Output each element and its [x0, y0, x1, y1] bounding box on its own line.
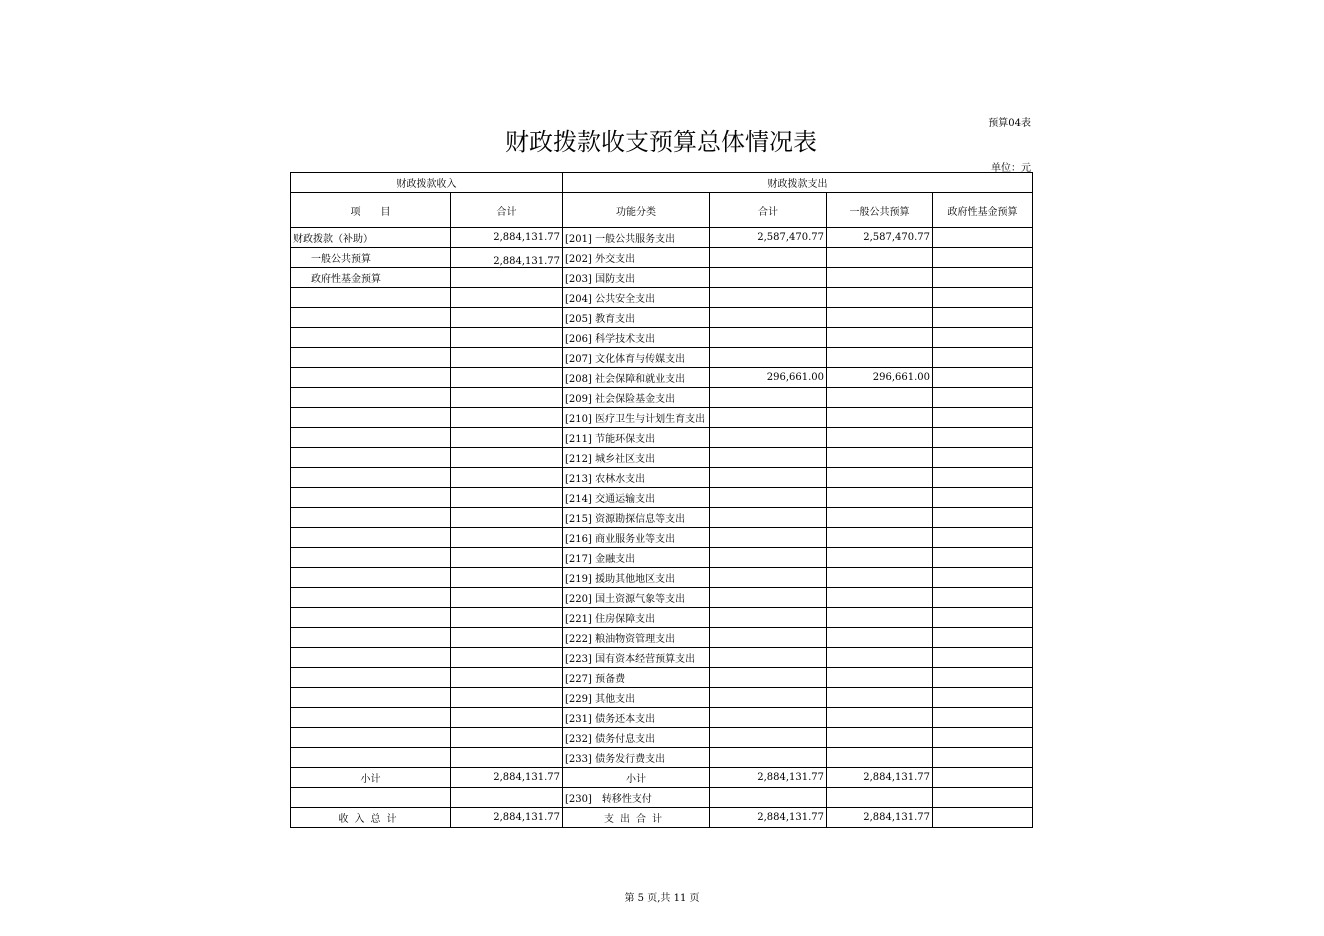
- income-amount-cell: [451, 428, 563, 448]
- gov-fund-cell: [933, 708, 1033, 728]
- category-cell: [206] 科学技术支出: [563, 328, 710, 348]
- income-item-cell: [291, 588, 451, 608]
- category-cell: [216] 商业服务业等支出: [563, 528, 710, 548]
- income-amount-cell: 2,884,131.77: [451, 228, 563, 248]
- expense-total-cell: [710, 688, 827, 708]
- table-row: [291, 748, 1033, 768]
- category-cell: [208] 社会保障和就业支出: [563, 368, 710, 388]
- gov-fund-cell: [933, 368, 1033, 388]
- expense-total-cell: [710, 488, 827, 508]
- gov-fund-cell: [933, 588, 1033, 608]
- general-budget-cell: [827, 408, 933, 428]
- page-title: 财政拨款收支预算总体情况表: [505, 128, 817, 156]
- income-item-cell: [291, 488, 451, 508]
- general-budget-cell: [827, 268, 933, 288]
- table-row: [291, 248, 1033, 268]
- gov-fund-cell: [933, 288, 1033, 308]
- transfer-empty-cell: [451, 788, 563, 808]
- table-row: [291, 548, 1033, 568]
- income-amount-cell: [451, 568, 563, 588]
- general-budget-cell: [827, 388, 933, 408]
- category-cell: [205] 教育支出: [563, 308, 710, 328]
- table-row: [291, 728, 1033, 748]
- category-cell: [232] 债务付息支出: [563, 728, 710, 748]
- gov-fund-cell: [933, 468, 1033, 488]
- expense-total-cell: [710, 708, 827, 728]
- income-amount-cell: [451, 748, 563, 768]
- category-cell: [209] 社会保险基金支出: [563, 388, 710, 408]
- gov-fund-cell: [933, 648, 1033, 668]
- table-row: [291, 348, 1033, 368]
- general-budget-cell: [827, 448, 933, 468]
- expense-total-cell: [710, 728, 827, 748]
- gov-fund-cell: [933, 728, 1033, 748]
- income-amount-cell: [451, 688, 563, 708]
- income-amount-cell: [451, 728, 563, 748]
- transfer-row: [291, 788, 1033, 808]
- table-row: [291, 388, 1033, 408]
- general-budget-cell: [827, 628, 933, 648]
- expense-total-cell: [710, 248, 827, 268]
- income-amount-cell: [451, 348, 563, 368]
- general-budget-cell: [827, 428, 933, 448]
- subtotal-expense-label: 小计: [563, 768, 710, 788]
- gov-fund-cell: [933, 628, 1033, 648]
- income-amount-cell: [451, 588, 563, 608]
- category-cell: [231] 债务还本支出: [563, 708, 710, 728]
- income-item-cell: [291, 668, 451, 688]
- income-amount-cell: [451, 708, 563, 728]
- general-budget-cell: [827, 688, 933, 708]
- expense-total-cell: [710, 568, 827, 588]
- income-amount-cell: [451, 268, 563, 288]
- general-budget-cell: [827, 328, 933, 348]
- subtotal-general-budget: 2,884,131.77: [827, 768, 933, 788]
- income-amount-cell: [451, 408, 563, 428]
- general-budget-cell: [827, 288, 933, 308]
- income-item-cell: [291, 388, 451, 408]
- general-budget-cell: [827, 708, 933, 728]
- table-row: [291, 668, 1033, 688]
- subtotal-income-label: 小计: [291, 768, 451, 788]
- budget-table: [290, 172, 1033, 828]
- general-budget-cell: [827, 748, 933, 768]
- expense-total-cell: [710, 328, 827, 348]
- table-row: [291, 708, 1033, 728]
- subtotal-income-amount: 2,884,131.77: [451, 768, 563, 788]
- income-item-cell: [291, 348, 451, 368]
- page-footer: 第 5 页,共 11 页: [624, 893, 700, 904]
- table-row: [291, 268, 1033, 288]
- table-row: [291, 408, 1033, 428]
- category-cell: [212] 城乡社区支出: [563, 448, 710, 468]
- grand-total-expense-total: 2,884,131.77: [710, 808, 827, 828]
- income-item-cell: [291, 528, 451, 548]
- income-amount-cell: [451, 288, 563, 308]
- income-item-cell: [291, 408, 451, 428]
- general-budget-cell: [827, 648, 933, 668]
- table-row: [291, 308, 1033, 328]
- general-budget-cell: [827, 668, 933, 688]
- income-item-cell: [291, 288, 451, 308]
- income-item-cell: 一般公共预算: [291, 248, 451, 268]
- income-amount-cell: [451, 648, 563, 668]
- gov-fund-cell: [933, 608, 1033, 628]
- gov-fund-cell: [933, 388, 1033, 408]
- category-cell: [207] 文化体育与传媒支出: [563, 348, 710, 368]
- income-item-cell: [291, 448, 451, 468]
- general-budget-header: 一般公共预算: [827, 193, 933, 228]
- gov-fund-budget-header: 政府性基金预算: [933, 193, 1033, 228]
- gov-fund-cell: [933, 688, 1033, 708]
- income-amount-cell: [451, 448, 563, 468]
- category-cell: [203] 国防支出: [563, 268, 710, 288]
- expense-total-cell: [710, 668, 827, 688]
- expense-total-cell: [710, 388, 827, 408]
- general-budget-cell: [827, 568, 933, 588]
- table-row: [291, 588, 1033, 608]
- gov-fund-cell: [933, 348, 1033, 368]
- table-row: [291, 688, 1033, 708]
- subtotal-expense-total: 2,884,131.77: [710, 768, 827, 788]
- expense-total-cell: [710, 428, 827, 448]
- income-amount-cell: [451, 388, 563, 408]
- income-item-cell: 政府性基金预算: [291, 268, 451, 288]
- unit-label: 单位：元: [991, 163, 1031, 174]
- expense-total-header: 合计: [710, 193, 827, 228]
- general-budget-cell: [827, 248, 933, 268]
- table-row: [291, 428, 1033, 448]
- income-item-cell: [291, 328, 451, 348]
- general-budget-cell: [827, 488, 933, 508]
- table-row: [291, 648, 1033, 668]
- income-amount-cell: [451, 508, 563, 528]
- gov-fund-cell: [933, 268, 1033, 288]
- category-cell: [213] 农林水支出: [563, 468, 710, 488]
- income-amount-cell: [451, 608, 563, 628]
- grand-total-gov-fund: [933, 808, 1033, 828]
- header-row-group: [291, 173, 1033, 193]
- general-budget-cell: 296,661.00: [827, 368, 933, 388]
- income-item-cell: [291, 308, 451, 328]
- category-cell: [227] 预备费: [563, 668, 710, 688]
- income-item-cell: [291, 648, 451, 668]
- income-item-cell: [291, 548, 451, 568]
- income-item-cell: [291, 468, 451, 488]
- table-row: [291, 448, 1033, 468]
- income-amount-cell: [451, 308, 563, 328]
- income-item-cell: [291, 628, 451, 648]
- income-amount-cell: [451, 368, 563, 388]
- expense-total-cell: [710, 268, 827, 288]
- expense-total-cell: [710, 608, 827, 628]
- gov-fund-cell: [933, 328, 1033, 348]
- table-row: [291, 328, 1033, 348]
- income-amount-cell: [451, 528, 563, 548]
- expense-total-cell: [710, 648, 827, 668]
- category-cell: [204] 公共安全支出: [563, 288, 710, 308]
- grand-total-row: [291, 808, 1033, 828]
- category-cell: [221] 住房保障支出: [563, 608, 710, 628]
- income-group-header: 财政拨款收入: [291, 173, 563, 193]
- header-row-columns: [291, 193, 1033, 228]
- category-cell: [211] 节能环保支出: [563, 428, 710, 448]
- table-row: [291, 488, 1033, 508]
- form-number: 预算04表: [988, 118, 1031, 129]
- gov-fund-cell: [933, 428, 1033, 448]
- income-amount-cell: [451, 628, 563, 648]
- category-cell: [220] 国土资源气象等支出: [563, 588, 710, 608]
- expense-total-cell: [710, 308, 827, 328]
- general-budget-cell: [827, 608, 933, 628]
- general-budget-cell: [827, 308, 933, 328]
- expense-total-cell: [710, 628, 827, 648]
- expense-total-cell: [710, 508, 827, 528]
- expense-total-cell: [710, 468, 827, 488]
- gov-fund-cell: [933, 228, 1033, 248]
- income-amount-cell: [451, 468, 563, 488]
- transfer-empty-cell: [827, 788, 933, 808]
- grand-total-income-amount: 2,884,131.77: [451, 808, 563, 828]
- category-cell: [229] 其他支出: [563, 688, 710, 708]
- table-row: [291, 628, 1033, 648]
- gov-fund-cell: [933, 668, 1033, 688]
- grand-total-expense-label: 支出合计: [563, 808, 710, 828]
- income-item-cell: [291, 568, 451, 588]
- subtotal-row: [291, 768, 1033, 788]
- income-item-cell: [291, 728, 451, 748]
- expense-group-header: 财政拨款支出: [563, 173, 1033, 193]
- category-cell: [217] 金融支出: [563, 548, 710, 568]
- income-total-header: 合计: [451, 193, 563, 228]
- transfer-category-cell: [230] 转移性支付: [563, 788, 710, 808]
- grand-total-general-budget: 2,884,131.77: [827, 808, 933, 828]
- category-cell: [214] 交通运输支出: [563, 488, 710, 508]
- table-row: [291, 368, 1033, 388]
- table-row: [291, 528, 1033, 548]
- expense-total-cell: [710, 748, 827, 768]
- expense-total-cell: [710, 528, 827, 548]
- general-budget-cell: [827, 728, 933, 748]
- income-item-cell: [291, 688, 451, 708]
- item-header: 项 目: [291, 193, 451, 228]
- transfer-empty-cell: [933, 788, 1033, 808]
- category-cell: [222] 粮油物资管理支出: [563, 628, 710, 648]
- category-cell: [210] 医疗卫生与计划生育支出: [563, 408, 710, 428]
- transfer-empty-cell: [710, 788, 827, 808]
- gov-fund-cell: [933, 508, 1033, 528]
- income-amount-cell: [451, 488, 563, 508]
- expense-total-cell: [710, 588, 827, 608]
- expense-total-cell: [710, 288, 827, 308]
- category-cell: [219] 援助其他地区支出: [563, 568, 710, 588]
- income-item-cell: [291, 708, 451, 728]
- gov-fund-cell: [933, 488, 1033, 508]
- expense-total-cell: [710, 408, 827, 428]
- transfer-empty-cell: [291, 788, 451, 808]
- income-amount-cell: 2,884,131.77: [451, 248, 563, 268]
- income-item-cell: 财政拨款（补助）: [291, 228, 451, 248]
- category-cell: [223] 国有资本经营预算支出: [563, 648, 710, 668]
- category-cell: [233] 债务发行费支出: [563, 748, 710, 768]
- income-amount-cell: [451, 668, 563, 688]
- table-row: [291, 568, 1033, 588]
- table-row: [291, 608, 1033, 628]
- income-amount-cell: [451, 328, 563, 348]
- category-cell: [215] 资源勘探信息等支出: [563, 508, 710, 528]
- income-item-cell: [291, 428, 451, 448]
- expense-total-cell: 296,661.00: [710, 368, 827, 388]
- gov-fund-cell: [933, 448, 1033, 468]
- category-cell: [202] 外交支出: [563, 248, 710, 268]
- expense-total-cell: 2,587,470.77: [710, 228, 827, 248]
- gov-fund-cell: [933, 748, 1033, 768]
- subtotal-gov-fund: [933, 768, 1033, 788]
- income-item-cell: [291, 368, 451, 388]
- gov-fund-cell: [933, 548, 1033, 568]
- general-budget-cell: [827, 348, 933, 368]
- grand-total-income-label: 收入总计: [291, 808, 451, 828]
- expense-total-cell: [710, 348, 827, 368]
- general-budget-cell: [827, 528, 933, 548]
- income-item-cell: [291, 508, 451, 528]
- gov-fund-cell: [933, 408, 1033, 428]
- income-amount-cell: [451, 548, 563, 568]
- table-row: [291, 508, 1033, 528]
- income-item-cell: [291, 608, 451, 628]
- table-row: [291, 288, 1033, 308]
- general-budget-cell: [827, 548, 933, 568]
- category-cell: [201] 一般公共服务支出: [563, 228, 710, 248]
- gov-fund-cell: [933, 568, 1033, 588]
- table-row: [291, 468, 1033, 488]
- gov-fund-cell: [933, 248, 1033, 268]
- general-budget-cell: 2,587,470.77: [827, 228, 933, 248]
- general-budget-cell: [827, 508, 933, 528]
- gov-fund-cell: [933, 308, 1033, 328]
- general-budget-cell: [827, 468, 933, 488]
- expense-total-cell: [710, 448, 827, 468]
- income-item-cell: [291, 748, 451, 768]
- category-header: 功能分类: [563, 193, 710, 228]
- table-row: [291, 228, 1033, 248]
- general-budget-cell: [827, 588, 933, 608]
- gov-fund-cell: [933, 528, 1033, 548]
- expense-total-cell: [710, 548, 827, 568]
